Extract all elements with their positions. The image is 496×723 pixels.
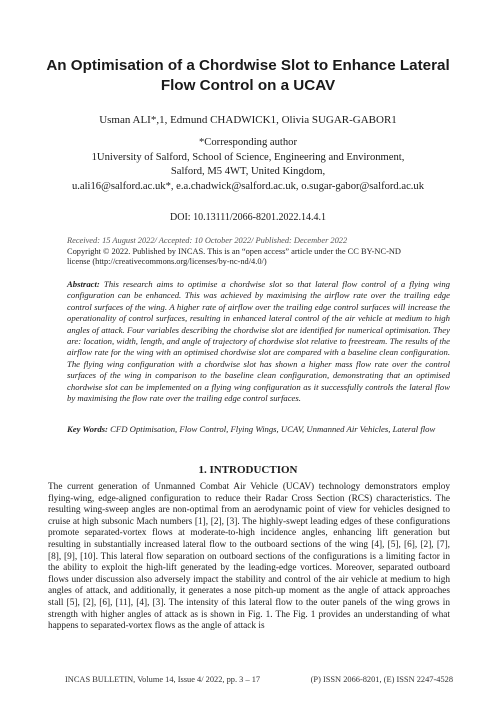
footer-issn: (P) ISSN 2066-8201, (E) ISSN 2247-4528 [310,675,453,684]
paper-title [40,56,456,96]
doi: DOI: 10.13111/2066-8201.2022.14.4.1 [170,212,326,223]
copyright-line-2: license (http://creativecommons.org/licenses/by-nc-nd/4.0/) [67,257,267,266]
corresponding-note: *Corresponding author [199,137,297,148]
keywords [67,424,450,435]
received-dates: Received: 15 August 2022/ Accepted: 10 October 2022/ Published: December 2022 [67,236,348,245]
affiliation-block [20,136,476,194]
author-emails: u.ali16@salford.ac.uk*, e.a.chadwick@salford.ac.uk, o.sugar-gabor@salford.ac.uk [71,180,425,192]
abstract-text: This research aims to optimise a chordwise slot so that lateral flow control of a flying wing configuration can be enhanced. This was achieved by maximising the airflow rate over the trailing edge control surfaces of the wing. A higher rate of airflow over the trailing edge control surfaces will increase the operationality of control surfaces, resulting in enhanced lateral control of the air vehicle at medium to high angles of attack. Four variables describing the chordwise slot are identified for numerical optimisation. They are: location, width, length, and angle of trajectory of chordwise slot relative to freestream. The results of the airflow rate for the wing with an optimised chordwise slot are compared with a baseline clean configuration. The flying wing configuration with a chordwise slot has shown a higher mass flow rate over the control surfaces of the wing in comparison to the baseline clean configuration, demonstrating that an optimised chordwise slot can be implemented on a flying wing configuration as it successfully controls the lateral flow by maximising the flow rate over the trailing edge control surfaces. [67,279,451,404]
title-line-1: An Optimisation of a Chordwise Slot to Enhance Lateral [46,57,450,74]
section-heading: 1. INTRODUCTION [198,464,298,476]
footer-journal: INCAS BULLETIN, Volume 14, Issue 4/ 2022, pp. 3 – 17 [65,675,261,684]
keywords-label: Key Words: [67,424,108,434]
publication-meta [67,236,447,268]
affiliation-line-1: 1University of Salford, School of Science, Engineering and Environment, [91,151,405,163]
author-list: Usman ALI*,1, Edmund CHADWICK1, Olivia SUGAR-GABOR1 [99,114,397,126]
introduction-text: The current generation of Unmanned Combat Air Vehicle (UCAV) technology demonstrators employ flying-wing, edge-aligned configuration to reduce their Radar Cross Section (RCS) characteristics. The resulting wing-sweep angles are non-optimal from an aerodynamic point of view for vehicles designed to cruise at high subsonic Mach numbers [1], [2], [3]. The highly-swept leading edges of these configurations promote separated-vortex flows at moderate-to-high incidence angles, enhancing lift generation but resulting in substantially increased lateral flow to the outboard sections of the wing [4], [5], [6], [2], [7], [8], [9], [10]. This lateral flow separation on outboard sections of the configurations is a limiting factor in the ability to exploit the high-lift generated by the leading-edge vortices. Moreover, separated outboard flows under discussion also adversely impact the stability and control of the air vehicle at medium to high angles of attack, and additionally, it generates a nose pitch-up moment as the angle of attack approaches stall [5], [2], [6], [11], [4], [3]. The intensity of this lateral flow to the outer panels of the wing grows in strength with higher angles of attack as is shown in Fig. 1. The Fig. 1 provides an understanding of what happens to separated-vortex flows as the angle of attack is [48,482,450,632]
abstract [67,279,450,404]
title-line-2: Flow Control on a UCAV [160,77,336,94]
keywords-text: CFD Optimisation, Flow Control, Flying Wings, UCAV, Unmanned Air Vehicles, Lateral flow [110,424,436,434]
abstract-label: Abstract: [67,279,100,289]
copyright-line-1: Copyright © 2022. Published by INCAS. This is an “open access” article under the CC BY-NC-ND [67,246,401,256]
affiliation-line-2: Salford, M5 4WT, United Kingdom, [170,166,326,177]
page-footer [65,675,453,684]
